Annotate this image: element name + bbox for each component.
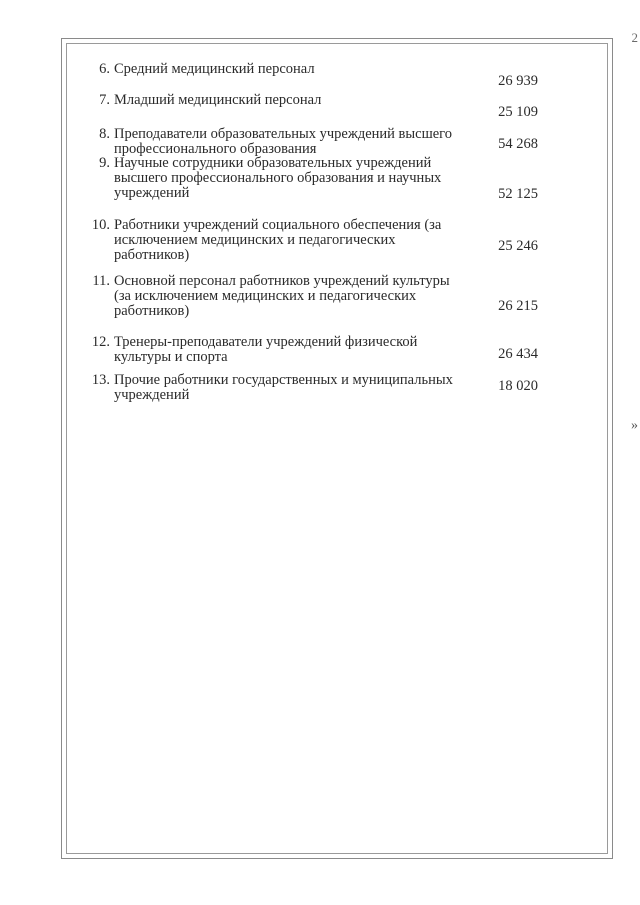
- row-label: Тренеры-преподаватели учреждений физической культуры и спорта: [114, 334, 418, 365]
- row-number: 8.: [99, 126, 110, 142]
- row-label: Прочие работники государственных и муниципальных учреждений: [114, 372, 453, 403]
- row-value: 25 109: [498, 104, 538, 120]
- row-value: 54 268: [498, 136, 538, 152]
- row-number: 11.: [92, 273, 110, 289]
- row-number: 9.: [99, 155, 110, 171]
- row-number: 7.: [99, 92, 110, 108]
- row-number: 6.: [99, 61, 110, 77]
- row-value: 26 939: [498, 73, 538, 89]
- row-label: Средний медицинский персонал: [114, 61, 315, 77]
- row-label: Младший медицинский персонал: [114, 92, 322, 108]
- row-number: 13.: [91, 372, 110, 388]
- row-value: 26 215: [498, 298, 538, 314]
- row-value: 26 434: [498, 346, 538, 362]
- row-value: 18 020: [498, 378, 538, 394]
- closing-quote: »: [631, 418, 638, 433]
- row-label: Преподаватели образовательных учреждений высшего профессионального образования: [114, 126, 453, 157]
- row-label: Основной персонал работников учреждений культуры (за исключением медицинских и педагогических работников): [114, 273, 450, 319]
- row-number: 12.: [91, 334, 110, 350]
- page-number: 2: [631, 30, 638, 45]
- row-label: Работники учреждений социального обеспечения (за исключением медицинских и педагогических работников): [114, 217, 442, 263]
- row-number: 10.: [91, 217, 110, 233]
- row-label: Научные сотрудники образовательных учреждений высшего профессионального образования и научных учреждений: [114, 155, 442, 201]
- row-value: 52 125: [498, 186, 538, 202]
- row-value: 25 246: [498, 238, 538, 254]
